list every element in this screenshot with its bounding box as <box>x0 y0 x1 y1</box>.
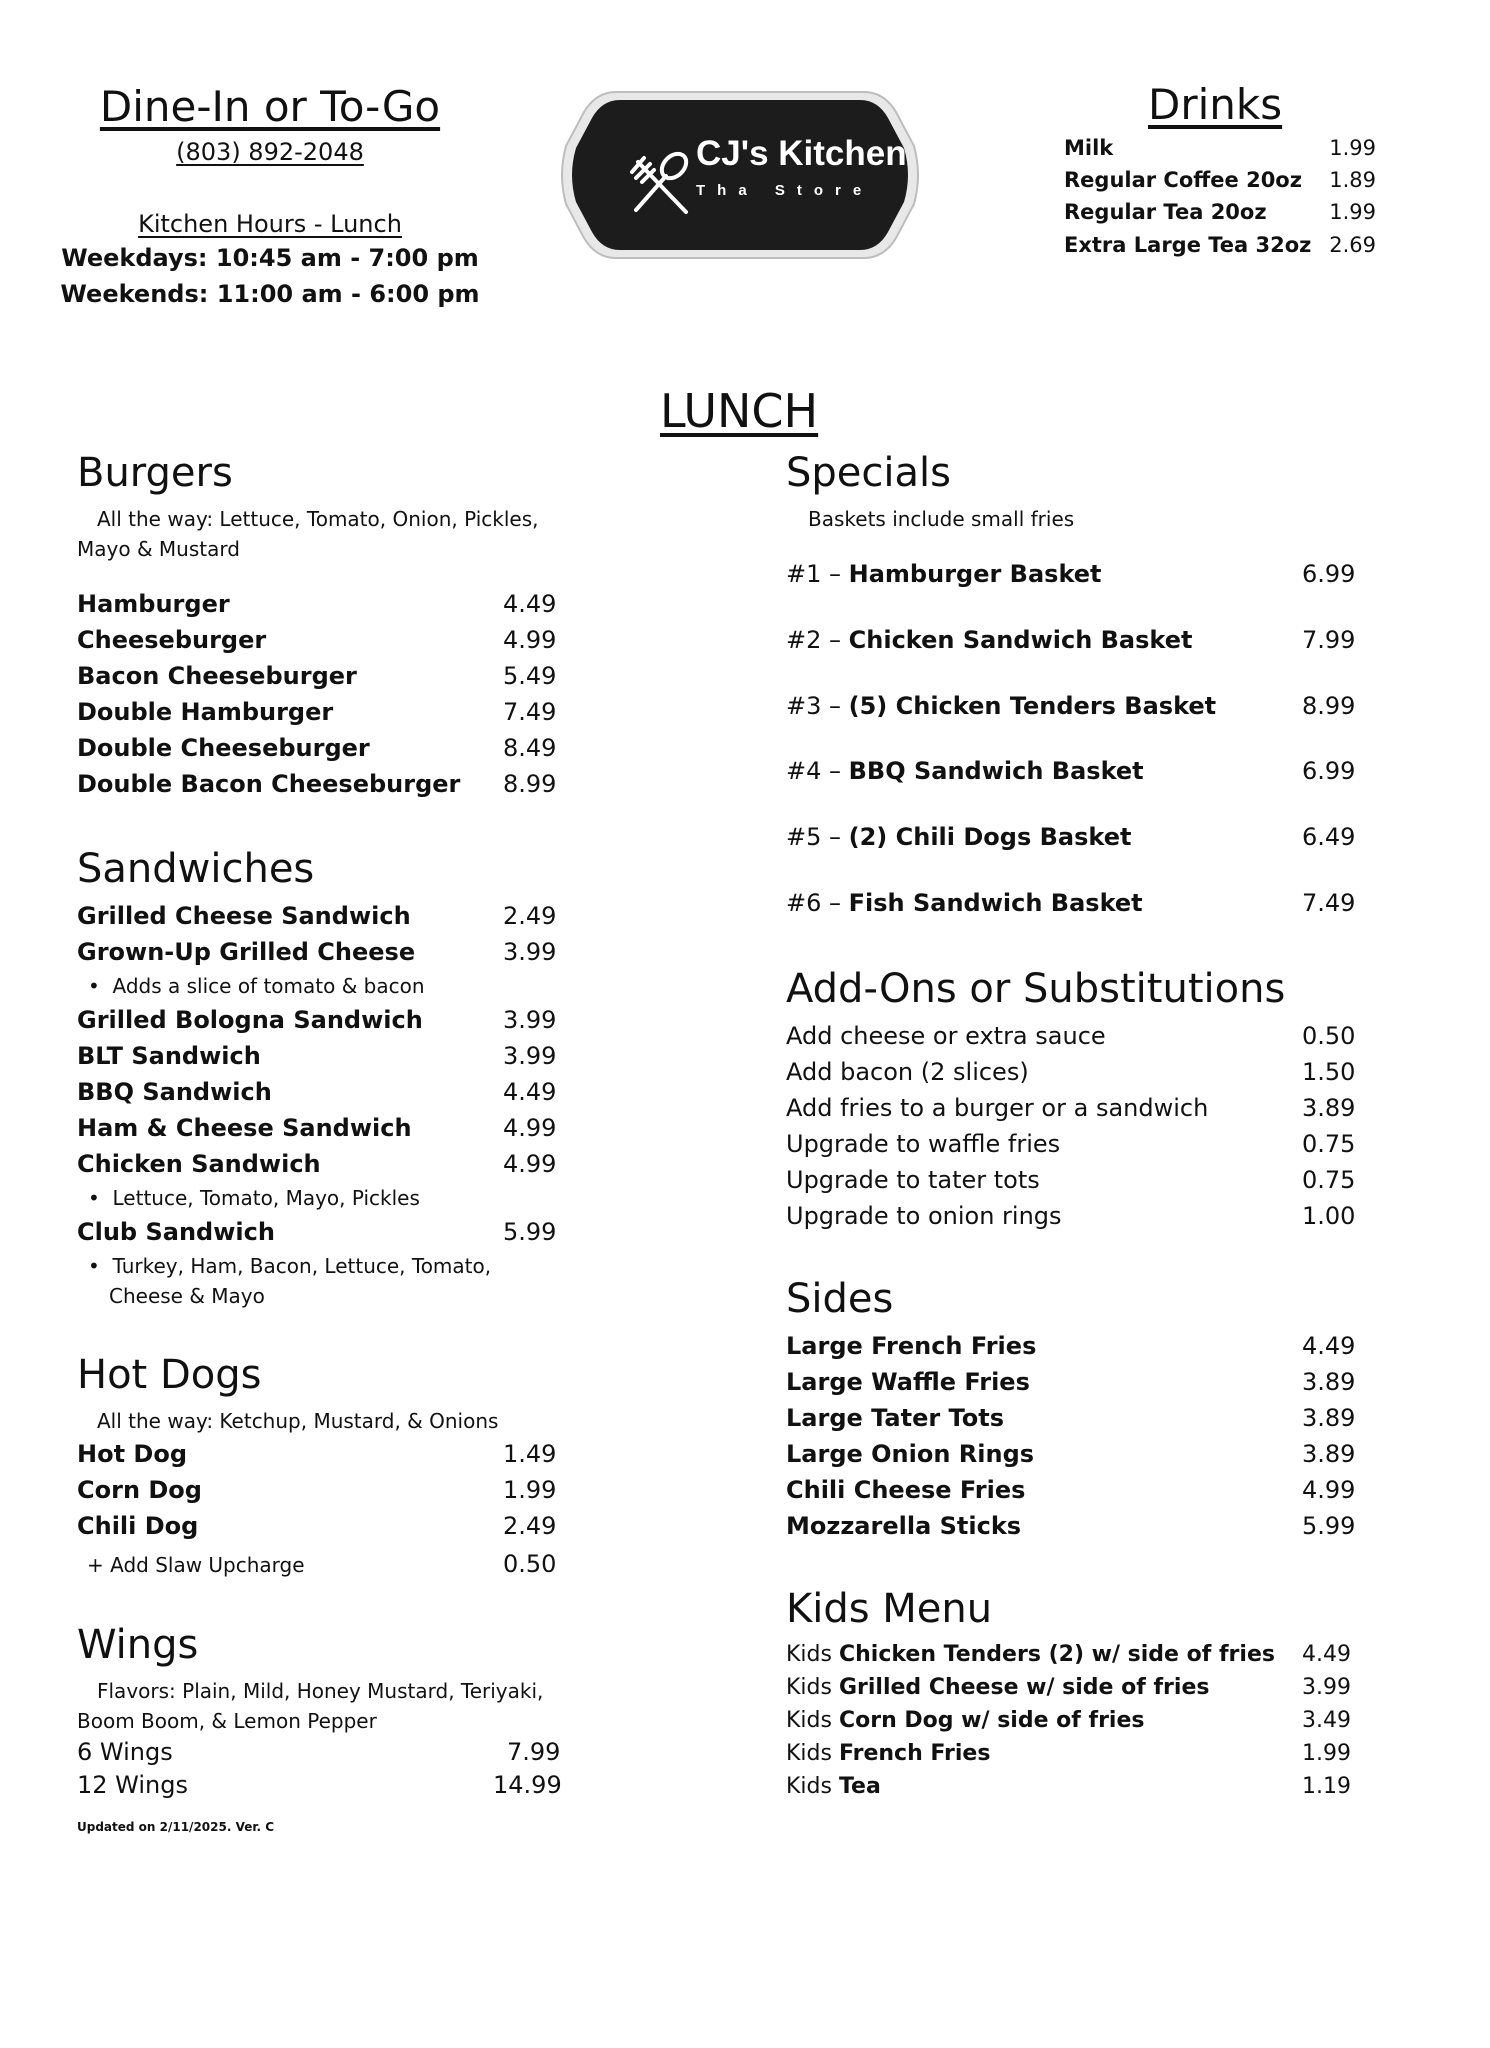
hours-weekends: Weekends: 11:00 am - 6:00 pm <box>60 280 480 308</box>
item-name <box>786 757 1144 785</box>
special-name: Fish Sandwich Basket <box>848 889 1143 917</box>
special-item <box>786 823 1356 857</box>
bullet-icon: • <box>88 1254 113 1278</box>
addon-item <box>786 1058 1356 1092</box>
item-name <box>786 1642 1275 1667</box>
item-price: 5.99 <box>503 1218 557 1246</box>
special-number: #1 – <box>786 560 849 588</box>
item-price: 4.49 <box>1302 1332 1356 1360</box>
kids-item <box>786 1774 1356 1806</box>
item-name: Chili Dog <box>77 1512 199 1540</box>
drink-name: Extra Large Tea 32oz <box>1064 233 1312 257</box>
menu-item <box>77 902 558 936</box>
item-price: 0.75 <box>1302 1130 1356 1158</box>
item-name: Corn Dog <box>77 1476 202 1504</box>
item-price: 1.00 <box>1302 1202 1356 1230</box>
item-price: 3.99 <box>503 1006 557 1034</box>
item-name: Grilled Bologna Sandwich <box>77 1006 423 1034</box>
item-name: BLT Sandwich <box>77 1042 261 1070</box>
kids-prefix: Kids <box>786 1675 839 1700</box>
menu-item <box>77 698 558 732</box>
hot-dogs-title: Hot Dogs <box>77 1352 262 1398</box>
special-item <box>786 889 1356 923</box>
kids-item-name: Grilled Cheese w/ side of fries <box>838 1675 1210 1700</box>
drink-price: 1.99 <box>1329 200 1376 224</box>
item-price: 1.99 <box>503 1476 557 1504</box>
item-price: 6.99 <box>1302 560 1356 588</box>
logo-badge <box>556 80 924 270</box>
item-price: 5.99 <box>1302 1512 1356 1540</box>
drink-name: Regular Coffee 20oz <box>1064 168 1302 192</box>
item-price: 3.89 <box>1302 1368 1356 1396</box>
menu-item <box>77 1150 558 1184</box>
kids-item-name: French Fries <box>838 1741 991 1766</box>
special-name: (2) Chili Dogs Basket <box>848 823 1132 851</box>
special-name: (5) Chicken Tenders Basket <box>848 692 1217 720</box>
item-name: Add bacon (2 slices) <box>786 1058 1029 1086</box>
logo <box>556 80 924 270</box>
item-name: Ham & Cheese Sandwich <box>77 1114 412 1142</box>
item-price: 3.99 <box>503 938 557 966</box>
kids-item <box>786 1741 1356 1773</box>
special-number: #3 – <box>786 692 849 720</box>
kids-prefix: Kids <box>786 1708 839 1733</box>
kids-item <box>786 1675 1356 1707</box>
item-name: Chili Cheese Fries <box>786 1476 1026 1504</box>
item-price: 7.49 <box>503 698 557 726</box>
burgers-note: All the way: Lettuce, Tomato, Onion, Pickles, Mayo & Mustard <box>77 507 539 561</box>
item-name: Double Bacon Cheeseburger <box>77 770 461 798</box>
item-price: 3.99 <box>1302 1675 1351 1700</box>
item-price: 7.99 <box>1302 626 1356 654</box>
addon-item <box>786 1202 1356 1236</box>
item-name <box>786 692 1216 720</box>
menu-item <box>77 770 558 804</box>
hot-dogs-note: All the way: Ketchup, Mustard, & Onions <box>97 1409 499 1433</box>
item-note-text: Lettuce, Tomato, Mayo, Pickles <box>112 1186 420 1210</box>
sides-title: Sides <box>786 1276 894 1322</box>
item-name: Hamburger <box>77 590 230 618</box>
burgers-title: Burgers <box>77 450 233 496</box>
side-item <box>786 1440 1356 1474</box>
item-note <box>88 1186 420 1210</box>
item-price: 3.49 <box>1302 1708 1351 1733</box>
kids-item-name: Corn Dog w/ side of fries <box>838 1708 1145 1733</box>
special-item <box>786 560 1356 594</box>
side-item <box>786 1476 1356 1510</box>
item-price: 7.49 <box>1302 889 1356 917</box>
item-name: 6 Wings <box>77 1738 173 1766</box>
item-price: 1.49 <box>503 1440 557 1468</box>
menu-item <box>77 590 558 624</box>
side-item <box>786 1404 1356 1438</box>
specials-note: Baskets include small fries <box>808 507 1075 531</box>
side-item <box>786 1332 1356 1366</box>
item-name: Bacon Cheeseburger <box>77 662 357 690</box>
special-number: #4 – <box>786 757 849 785</box>
item-name: Upgrade to onion rings <box>786 1202 1062 1230</box>
item-price: 8.99 <box>1302 692 1356 720</box>
item-price: 1.19 <box>1302 1774 1351 1799</box>
special-name: Chicken Sandwich Basket <box>848 626 1193 654</box>
menu-item <box>77 1114 558 1148</box>
item-name: Hot Dog <box>77 1440 187 1468</box>
item-note-text: Turkey, Ham, Bacon, Lettuce, Tomato, <box>112 1254 492 1278</box>
item-price: 4.99 <box>503 1114 557 1142</box>
item-name: Chicken Sandwich <box>77 1150 321 1178</box>
item-name: Large Tater Tots <box>786 1404 1004 1432</box>
item-price: 4.49 <box>503 1078 557 1106</box>
item-price: 0.50 <box>1302 1022 1356 1050</box>
item-name <box>786 1708 1145 1733</box>
kids-item <box>786 1708 1356 1740</box>
special-number: #6 – <box>786 889 849 917</box>
addon-item <box>786 1022 1356 1056</box>
item-name: Large Onion Rings <box>786 1440 1035 1468</box>
kids-item <box>786 1642 1356 1674</box>
item-price: 0.75 <box>1302 1166 1356 1194</box>
special-item <box>786 757 1356 791</box>
item-note <box>88 1254 491 1278</box>
item-name: Grown-Up Grilled Cheese <box>77 938 416 966</box>
item-price: 2.49 <box>503 902 557 930</box>
menu-item <box>77 1512 558 1546</box>
item-name: Large Waffle Fries <box>786 1368 1030 1396</box>
item-price: 3.89 <box>1302 1094 1356 1122</box>
bullet-icon: • <box>88 1186 113 1210</box>
item-name: BBQ Sandwich <box>77 1078 272 1106</box>
kids-title: Kids Menu <box>786 1586 993 1632</box>
menu-item <box>77 1042 558 1076</box>
item-name: Double Hamburger <box>77 698 334 726</box>
hours-title: Kitchen Hours - Lunch <box>138 210 402 238</box>
menu-item <box>77 938 558 972</box>
menu-item <box>77 1440 558 1474</box>
kids-item-name: Tea <box>838 1774 881 1799</box>
drink-row <box>1064 233 1376 266</box>
item-name: Upgrade to waffle fries <box>786 1130 1061 1158</box>
item-price: 3.89 <box>1302 1440 1356 1468</box>
item-price: 4.99 <box>1302 1476 1356 1504</box>
menu-item <box>77 1771 562 1805</box>
drink-row <box>1064 168 1376 201</box>
item-name: 12 Wings <box>77 1771 188 1799</box>
item-name <box>786 1774 881 1799</box>
menu-item <box>77 1218 558 1252</box>
item-note <box>88 974 425 998</box>
menu-item <box>77 626 558 660</box>
item-name: + Add Slaw Upcharge <box>87 1553 305 1577</box>
item-price: 0.50 <box>503 1550 557 1578</box>
item-name: Club Sandwich <box>77 1218 275 1246</box>
special-item <box>786 626 1356 660</box>
drink-row <box>1064 136 1376 169</box>
specials-title: Specials <box>786 450 951 496</box>
addons-title: Add-Ons or Substitutions <box>786 966 1286 1012</box>
item-name: Add cheese or extra sauce <box>786 1022 1106 1050</box>
kids-prefix: Kids <box>786 1741 839 1766</box>
logo-subtitle: Tha Store <box>696 182 874 199</box>
header-title: Dine-In or To-Go <box>99 82 441 131</box>
item-note-text: Adds a slice of tomato & bacon <box>112 974 425 998</box>
menu-item <box>77 1476 558 1510</box>
item-price: 8.49 <box>503 734 557 762</box>
special-number: #5 – <box>786 823 849 851</box>
side-item <box>786 1512 1356 1546</box>
item-price: 1.50 <box>1302 1058 1356 1086</box>
special-number: #2 – <box>786 626 849 654</box>
side-item <box>786 1368 1356 1402</box>
item-price: 2.49 <box>503 1512 557 1540</box>
menu-item <box>77 734 558 768</box>
item-price: 6.99 <box>1302 757 1356 785</box>
item-price: 4.49 <box>1302 1642 1351 1667</box>
kids-prefix: Kids <box>786 1774 839 1799</box>
menu-item <box>77 1078 558 1112</box>
special-name: Hamburger Basket <box>848 560 1102 588</box>
item-price: 4.99 <box>503 1150 557 1178</box>
menu-item <box>77 1006 558 1040</box>
item-name: Double Cheeseburger <box>77 734 370 762</box>
item-name <box>786 823 1131 851</box>
item-name: Mozzarella Sticks <box>786 1512 1022 1540</box>
item-name: Upgrade to tater tots <box>786 1166 1040 1194</box>
item-price: 3.89 <box>1302 1404 1356 1432</box>
item-name: Cheeseburger <box>77 626 267 654</box>
item-note-text: Cheese & Mayo <box>109 1284 265 1308</box>
item-name: Large French Fries <box>786 1332 1037 1360</box>
item-name: Grilled Cheese Sandwich <box>77 902 411 930</box>
drink-name: Regular Tea 20oz <box>1064 200 1267 224</box>
addon-item <box>786 1130 1356 1164</box>
wings-note: Flavors: Plain, Mild, Honey Mustard, Teriyaki, Boom Boom, & Lemon Pepper <box>77 1679 544 1733</box>
menu-item <box>77 662 558 696</box>
drinks-title: Drinks <box>1148 80 1283 129</box>
hours-weekdays: Weekdays: 10:45 am - 7:00 pm <box>61 244 479 272</box>
wings-title: Wings <box>77 1622 199 1668</box>
item-price: 3.99 <box>503 1042 557 1070</box>
menu-item <box>77 1738 561 1772</box>
bullet-icon: • <box>88 974 113 998</box>
item-price: 7.99 <box>507 1738 561 1766</box>
item-price: 8.99 <box>503 770 557 798</box>
item-price: 4.99 <box>503 626 557 654</box>
special-name: BBQ Sandwich Basket <box>848 757 1144 785</box>
addon-item <box>786 1094 1356 1128</box>
drink-row <box>1064 200 1376 233</box>
lunch-title: LUNCH <box>660 384 819 438</box>
drink-price: 1.99 <box>1329 136 1376 160</box>
item-price: 14.99 <box>493 1771 562 1799</box>
item-price: 1.99 <box>1302 1741 1351 1766</box>
logo-title: CJ's Kitchen <box>696 134 907 173</box>
phone-number[interactable]: (803) 892-2048 <box>176 138 364 166</box>
updated-note: Updated on 2/11/2025. Ver. C <box>77 1820 275 1834</box>
item-price: 6.49 <box>1302 823 1356 851</box>
item-name <box>786 1675 1209 1700</box>
kids-prefix: Kids <box>786 1642 839 1667</box>
item-name <box>786 626 1192 654</box>
item-price: 4.49 <box>503 590 557 618</box>
kids-item-name: Chicken Tenders (2) w/ side of fries <box>838 1642 1275 1667</box>
item-price: 5.49 <box>503 662 557 690</box>
item-name: Add fries to a burger or a sandwich <box>786 1094 1209 1122</box>
special-item <box>786 692 1356 726</box>
drink-price: 2.69 <box>1329 233 1376 257</box>
drink-price: 1.89 <box>1329 168 1376 192</box>
item-name <box>786 889 1143 917</box>
menu-item <box>77 1550 558 1584</box>
addon-item <box>786 1166 1356 1200</box>
sandwiches-title: Sandwiches <box>77 846 315 892</box>
item-name <box>786 560 1102 588</box>
item-name <box>786 1741 990 1766</box>
drink-name: Milk <box>1064 136 1114 160</box>
